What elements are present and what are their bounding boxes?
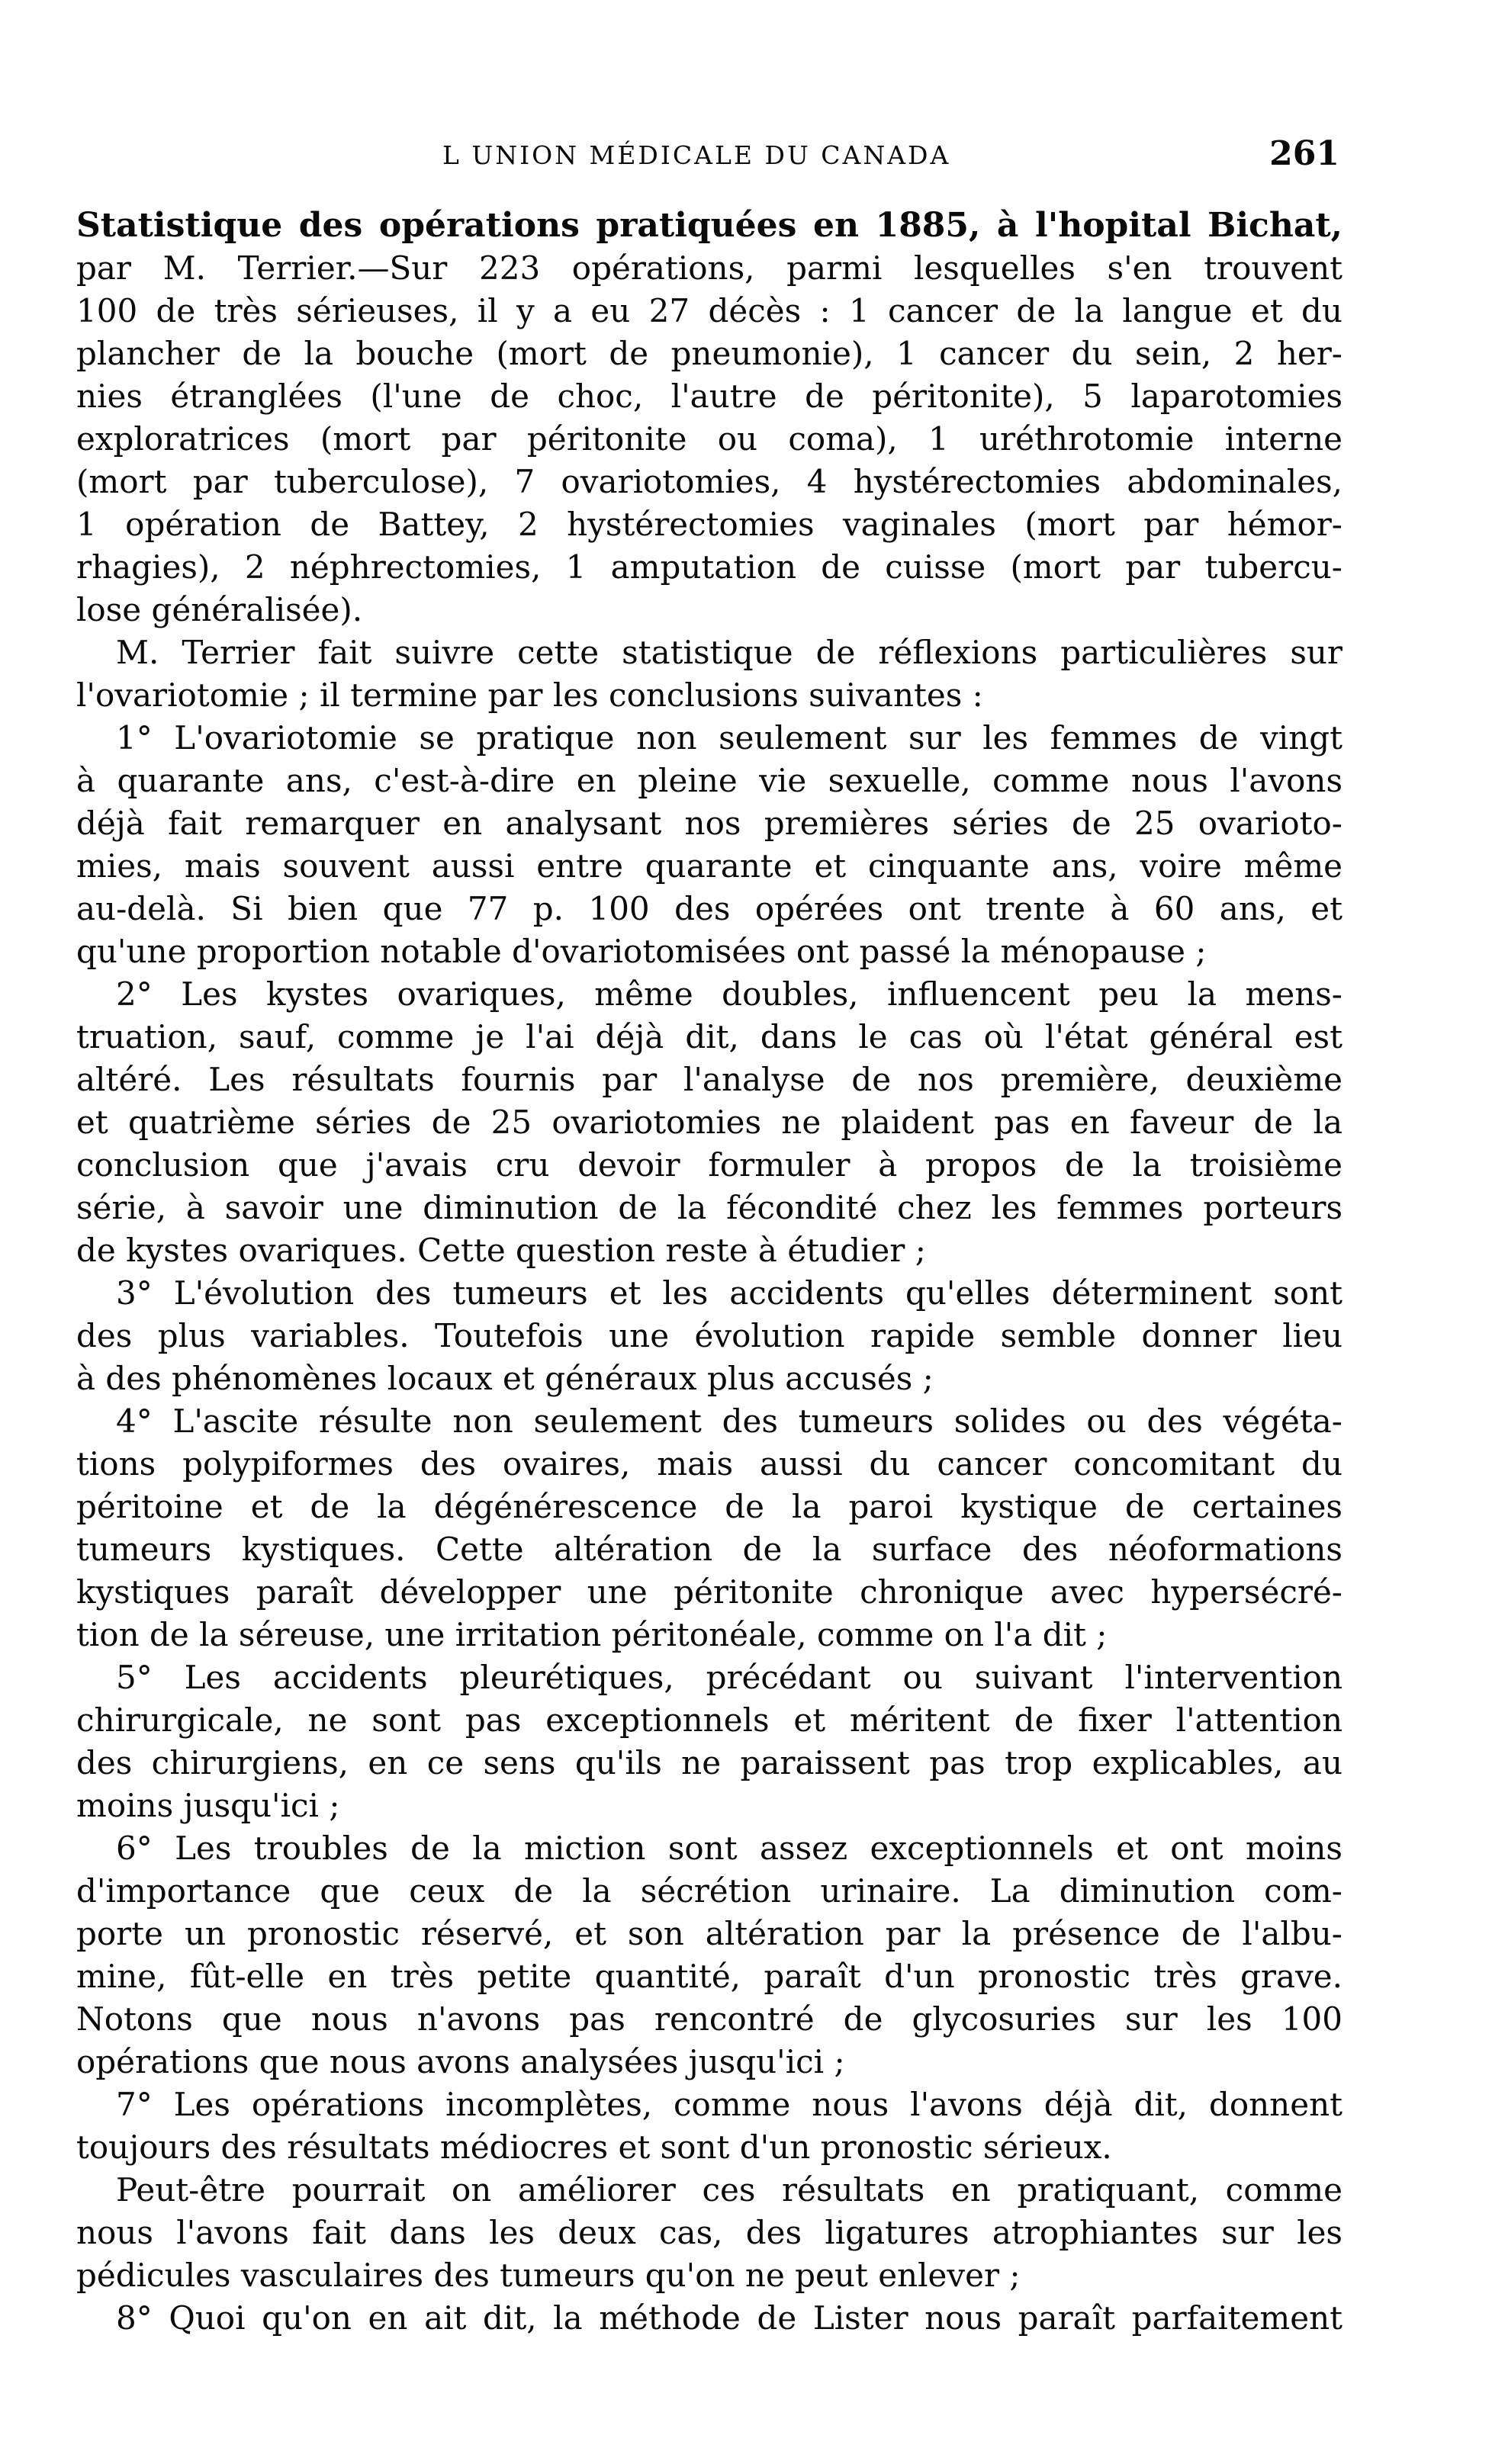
text-line: 4° L'ascite résulte non seulement des tumeurs solides ou des végéta- bbox=[116, 1402, 1342, 1440]
text-line: mine, fût-elle en très petite quantité, paraît d'un pronostic très grave. bbox=[76, 1958, 1342, 1995]
text-line: plancher de la bouche (mort de pneumonie), 1 cancer du sein, 2 her- bbox=[76, 335, 1342, 372]
text-line: des chirurgiens, en ce sens qu'ils ne paraissent pas trop explicables, au bbox=[76, 1744, 1342, 1781]
paragraph bbox=[76, 2297, 1342, 2340]
text-line: kystiques paraît développer une péritonite chronique avec hypersécré- bbox=[76, 1573, 1342, 1611]
text-line: Peut-être pourrait on améliorer ces résultats en pratiquant, comme bbox=[116, 2171, 1342, 2209]
text-line: chirurgicale, ne sont pas exceptionnels et méritent de fixer l'attention bbox=[76, 1701, 1342, 1739]
text-line: à quarante ans, c'est-à-dire en pleine vie sexuelle, comme nous l'avons bbox=[76, 762, 1342, 799]
text-line: pédicules vasculaires des tumeurs qu'on ne peut enlever ; bbox=[76, 2257, 1021, 2294]
text-line: conclusion que j'avais cru devoir formuler à propos de la troisième bbox=[76, 1146, 1342, 1184]
text-line: rhagies), 2 néphrectomies, 1 amputation de cuisse (mort par tubercu- bbox=[76, 548, 1342, 586]
text-line: altéré. Les résultats fournis par l'analyse de nos première, deuxième bbox=[76, 1061, 1342, 1098]
paragraph bbox=[76, 1272, 1342, 1400]
page-number: 261 bbox=[1269, 134, 1339, 173]
text-line: 2° Les kystes ovariques, même doubles, influencent peu la mens- bbox=[116, 975, 1342, 1013]
text-line: M. Terrier fait suivre cette statistique de réflexions particulières sur bbox=[116, 634, 1342, 671]
text-line: déjà fait remarquer en analysant nos premières séries de 25 ovarioto- bbox=[76, 805, 1342, 842]
text-line: à des phénomènes locaux et généraux plus accusés ; bbox=[76, 1360, 934, 1397]
text-line: qu'une proportion notable d'ovariotomisées ont passé la ménopause ; bbox=[76, 933, 1207, 970]
paragraph bbox=[76, 1400, 1342, 1656]
text-line: 1 opération de Battey, 2 hystérectomies vaginales (mort par hémor- bbox=[76, 506, 1342, 543]
text-line: truation, sauf, comme je l'ai déjà dit, dans le cas où l'état général est bbox=[76, 1018, 1342, 1055]
paragraph bbox=[76, 973, 1342, 1272]
text-line: opérations que nous avons analysées jusqu'ici ; bbox=[76, 2043, 845, 2080]
text-line: 6° Les troubles de la miction sont assez exceptionnels et ont moins bbox=[116, 1830, 1342, 1867]
paragraph bbox=[76, 631, 1342, 717]
running-title: L UNION MÉDICALE DU CANADA bbox=[442, 140, 951, 170]
text-line: tumeurs kystiques. Cette altération de la surface des néoformations bbox=[76, 1531, 1342, 1568]
running-header bbox=[84, 134, 1342, 180]
text-line: tion de la séreuse, une irritation péritonéale, comme on l'a dit ; bbox=[76, 1616, 1108, 1653]
text-line: d'importance que ceux de la sécrétion urinaire. La diminution com- bbox=[76, 1872, 1342, 1910]
text-line: porte un pronostic réservé, et son altération par la présence de l'albu- bbox=[76, 1915, 1342, 1952]
text-line: tions polypiformes des ovaires, mais aussi du cancer concomitant du bbox=[76, 1445, 1342, 1483]
text-line: des plus variables. Toutefois une évolution rapide semble donner lieu bbox=[76, 1317, 1342, 1354]
text-line: au-delà. Si bien que 77 p. 100 des opérées ont trente à 60 ans, et bbox=[76, 890, 1342, 927]
text-line: 1° L'ovariotomie se pratique non seulement sur les femmes de vingt bbox=[116, 719, 1342, 757]
text-line: toujours des résultats médiocres et sont d'un pronostic sérieux. bbox=[76, 2128, 1112, 2166]
text-line: 7° Les opérations incomplètes, comme nous l'avons déjà dit, donnent bbox=[116, 2086, 1342, 2123]
text-line: (mort par tuberculose), 7 ovariotomies, 4 hystérectomies abdominales, bbox=[76, 463, 1342, 500]
text-line: par M. Terrier.—Sur 223 opérations, parmi lesquelles s'en trouvent bbox=[76, 249, 1342, 287]
text-line: lose généralisée). bbox=[76, 591, 363, 628]
text-line: 100 de très sérieuses, il y a eu 27 décès : 1 cancer de la langue et du bbox=[76, 292, 1342, 329]
paragraph bbox=[76, 1827, 1342, 2083]
text-line: péritoine et de la dégénérescence de la paroi kystique de certaines bbox=[76, 1488, 1342, 1525]
text-line: de kystes ovariques. Cette question reste à étudier ; bbox=[76, 1232, 926, 1269]
text-line: moins jusqu'ici ; bbox=[76, 1787, 340, 1824]
text-line: 3° L'évolution des tumeurs et les accidents qu'elles déterminent sont bbox=[116, 1274, 1342, 1312]
text-line: nies étranglées (l'une de choc, l'autre de péritonite), 5 laparotomies bbox=[76, 377, 1342, 415]
paragraph bbox=[76, 2083, 1342, 2297]
article-heading-line: Statistique des opérations pratiquées en 1885, à l'hopital Bichat, bbox=[76, 206, 1342, 245]
text-line: et quatrième séries de 25 ovariotomies ne plaident pas en faveur de la bbox=[76, 1103, 1342, 1141]
text-line: 5° Les accidents pleurétiques, précédant ou suivant l'intervention bbox=[116, 1659, 1342, 1696]
text-line: mies, mais souvent aussi entre quarante et cinquante ans, voire même bbox=[76, 847, 1342, 885]
paragraph bbox=[76, 1656, 1342, 1827]
body-text bbox=[76, 204, 1342, 2340]
text-line: série, à savoir une diminution de la fécondité chez les femmes porteurs bbox=[76, 1189, 1342, 1226]
text-line: Notons que nous n'avons pas rencontré de glycosuries sur les 100 bbox=[76, 2000, 1342, 2038]
text-line: 8° Quoi qu'on en ait dit, la méthode de Lister nous paraît parfaitement bbox=[116, 2299, 1342, 2337]
text-line: exploratrices (mort par péritonite ou coma), 1 uréthrotomie interne bbox=[76, 420, 1342, 458]
text-line: nous l'avons fait dans les deux cas, des ligatures atrophiantes sur les bbox=[76, 2214, 1342, 2251]
paragraph bbox=[76, 204, 1342, 631]
text-line: l'ovariotomie ; il termine par les conclusions suivantes : bbox=[76, 676, 983, 714]
paragraph bbox=[76, 717, 1342, 973]
